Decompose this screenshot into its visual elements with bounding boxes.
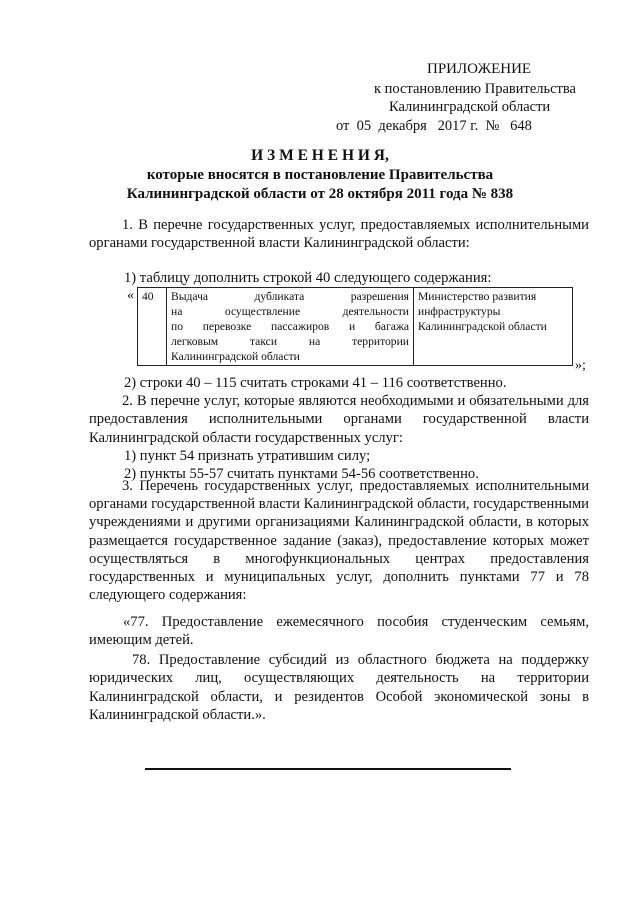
paragraph-3-item-78: 78. Предоставление субсидий из областного бюджета на поддержку юридических лиц, осуществляющих деятельность на территории Калининградской области, и резидентов Особой экономической зоны в Калининградской области.».: [89, 652, 589, 723]
document-title: И З М Е Н Е Н И Я,: [251, 147, 389, 164]
appendix-label: ПРИЛОЖЕНИЕ: [427, 61, 532, 77]
quote-close: »;: [575, 358, 586, 373]
paragraph-1-item-2: 2) строки 40 – 115 считать строками 41 – 116 соответственно.: [124, 375, 507, 391]
service-line: на осуществление деятельности: [171, 305, 409, 318]
paragraph-1: 1. В перечне государственных услуг, предоставляемых исполнительными органами государственной власти Калининградской области:: [89, 217, 589, 252]
header-date-line: от 05 декабря 2017 г. № 648: [336, 118, 532, 134]
agency-line: Министерство развития: [418, 290, 537, 303]
header-line-1: к постановлению Правительства: [374, 81, 576, 97]
paragraph-3: 3. Перечень государственных услуг, предоставляемых исполнительными органами государственной власти Калининградской области, государственными учреждениями и другими организациями Калининградской области, в которых размещается государственное задание (заказ), предоставление которых может осуществляться в многофункциональных центрах предоставления государственных и муниципальных услуг, дополнить пунктами 77 и 78 следующего содержания:: [89, 478, 589, 604]
table-cell-number: [138, 288, 167, 366]
service-line: легковым такси на территории: [171, 335, 409, 348]
table-cell-agency: [414, 288, 573, 366]
document-subtitle-2: Калининградской области от 28 октября 2011 года № 838: [126, 186, 514, 202]
services-table: [137, 287, 573, 366]
quote-open: «: [127, 288, 134, 303]
header-line-2: Калининградской области: [389, 99, 551, 115]
service-line: по перевозке пассажиров и багажа: [171, 320, 409, 333]
service-line: Выдача дубликата разрешения: [171, 290, 409, 303]
agency-line: Калининградской области: [418, 320, 547, 333]
agency-line: инфраструктуры: [418, 305, 501, 318]
table-row: [138, 288, 573, 366]
row-number: 40: [142, 290, 154, 303]
paragraph-2-item-1: 1) пункт 54 признать утратившим силу;: [124, 448, 371, 464]
service-line: Калининградской области: [171, 350, 300, 363]
paragraph-2: 2. В перечне услуг, которые являются необходимыми и обязательными для предоставления исполнительными органами государственной власти Калининградской области государственных услуг:: [89, 393, 589, 446]
closing-rule: [145, 768, 511, 770]
table-cell-service: [167, 288, 414, 366]
document-subtitle-1: которые вносятся в постановление Правительства: [146, 167, 494, 183]
paragraph-2-item-2: 2) пункты 55-57 считать пунктами 54-56 соответственно.: [124, 466, 479, 482]
paragraph-1-item-1: 1) таблицу дополнить строкой 40 следующего содержания:: [124, 270, 492, 286]
paragraph-3-item-77: «77. Предоставление ежемесячного пособия студенческим семьям, имеющим детей.: [89, 614, 589, 649]
